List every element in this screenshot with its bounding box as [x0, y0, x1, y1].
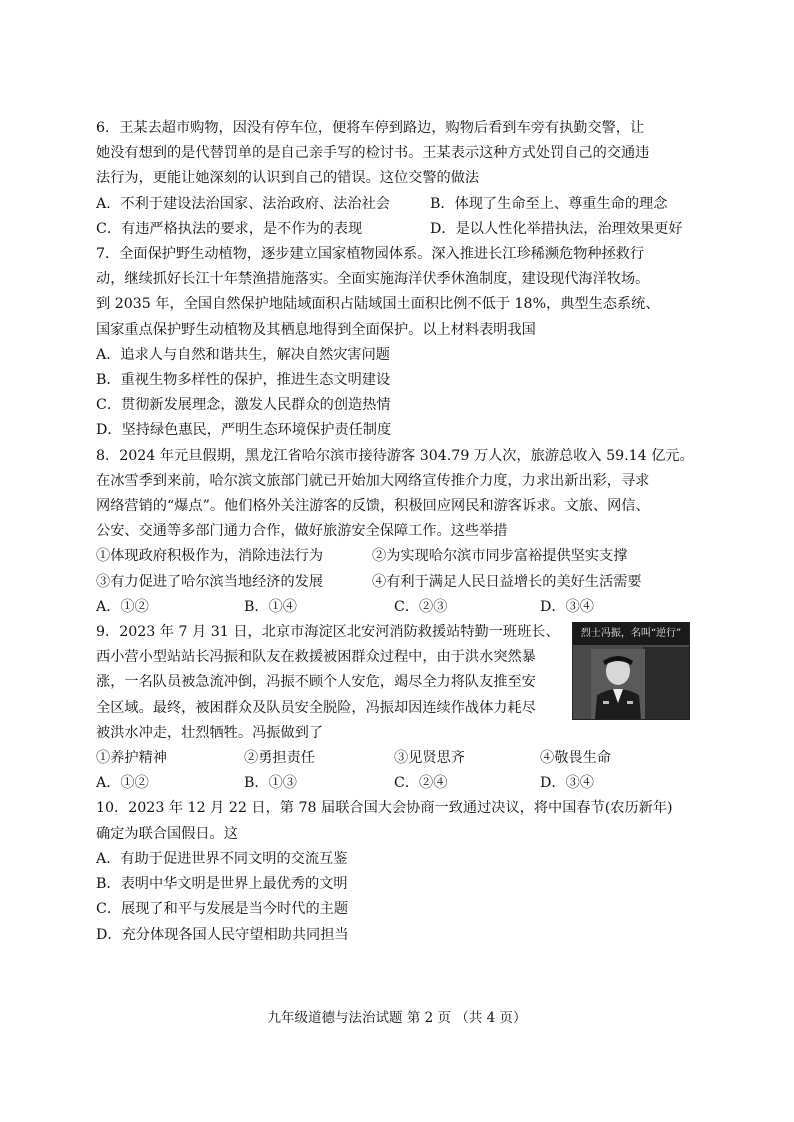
option-d[interactable]: D．是以人性化举措执法，治理效果更好: [430, 220, 683, 237]
question-stem-line: 网络营销的“爆点”。他们格外关注游客的反馈，积极回应网民和游客诉求。文旅、网信、: [96, 498, 650, 515]
question-stem-line: 西小营小型站站长冯振和队友在救援被困群众过程中，由于洪水突然暴: [96, 649, 536, 666]
portrait-figure-icon: [591, 649, 645, 719]
statement-4: ④有利于满足人民日益增长的美好生活需要: [372, 573, 642, 590]
answer-c[interactable]: C．②③: [394, 598, 448, 615]
statement-row: [96, 544, 696, 569]
option-b[interactable]: B．重视生物多样性的保护，推进生态文明建设: [96, 372, 391, 389]
statement-1: ①养护精神: [96, 750, 167, 767]
option-b[interactable]: B．表明中华文明是世界上最优秀的文明: [96, 876, 348, 893]
question-8: [96, 444, 696, 620]
question-stem-line: 7．全面保护野生动植物，逐步建立国家植物园体系。深入推进长江珍稀濒危物种拯救行: [96, 246, 645, 263]
answer-a[interactable]: A．①②: [96, 775, 149, 792]
answer-row: [96, 595, 696, 620]
answer-b[interactable]: B．①④: [244, 598, 297, 615]
option-d[interactable]: D．充分体现各国人民守望相助共同担当: [96, 926, 349, 943]
question-stem-line: 确定为联合国假日。这: [96, 825, 238, 842]
question-stem-line: 全区域。最终，被困群众及队员安全脱险，冯振却因连续作战体力耗尽: [96, 699, 536, 716]
question-stem-line: 公安、交通等多部门通力合作，做好旅游安全保障工作。这些举措: [96, 523, 508, 540]
question-stem-line: 涨，一名队员被急流冲倒，冯振不顾个人安危，竭尽全力将队友推至安: [96, 674, 536, 691]
page-footer: 九年级道德与法治试题 第 2 页 （共 4 页）: [267, 1010, 527, 1026]
question-stem-line: 法行为，更能让她深刻的认识到自己的错误。这位交警的做法: [96, 170, 480, 187]
question-stem-line: 8．2024 年元旦假期，黑龙江省哈尔滨市接待游客 304.79 万人次，旅游总收入 59.14 亿元。: [96, 447, 694, 464]
answer-d[interactable]: D．③④: [540, 775, 594, 792]
option-row: [96, 217, 696, 242]
statement-2: ②勇担责任: [244, 750, 315, 767]
question-7: [96, 242, 696, 444]
option-b[interactable]: B．体现了生命至上、尊重生命的理念: [430, 195, 668, 212]
answer-d[interactable]: D．③④: [540, 598, 594, 615]
question-stem-line: 9．2023 年 7 月 31 日，北京市海淀区北安河消防救援站特勤一班班长、: [96, 624, 560, 641]
answer-b[interactable]: B．①③: [244, 775, 297, 792]
question-10: [96, 796, 696, 947]
question-stem-line: 她没有想到的是代替罚单的是自己亲手写的检讨书。王某表示这种方式处罚自己的交通违: [96, 145, 650, 162]
question-stem-line: 到 2035 年，全国自然保护地陆域面积占陆域国土面积比例不低于 18%，典型生态系统、: [96, 296, 660, 313]
question-stem-line: 10．2023 年 12 月 22 日，第 78 届联合国大会协商一致通过决议，将中国春节(农历新年): [96, 800, 673, 817]
answer-c[interactable]: C．②④: [394, 775, 448, 792]
option-a[interactable]: A．追求人与自然和谐共生，解决自然灾害问题: [96, 346, 390, 363]
question-stem-line: 国家重点保护野生动植物及其栖息地得到全面保护。以上材料表明我国: [96, 321, 536, 338]
question-stem-line: 动，继续抓好长江十年禁渔措施落实。全面实施海洋伏季休渔制度，建设现代海洋牧场。: [96, 271, 650, 288]
statement-2: ②为实现哈尔滨市同步富裕提供坚实支撑: [372, 548, 628, 565]
question-9-stem: [96, 620, 566, 746]
statement-4: ④敬畏生命: [540, 750, 611, 767]
option-c[interactable]: C．展现了和平与发展是当今时代的主题: [96, 901, 349, 918]
firefighter-photo: [572, 622, 690, 720]
statement-row: [96, 746, 696, 771]
question-9: [96, 620, 696, 796]
option-d[interactable]: D．坚持绿色惠民，严明生态环境保护责任制度: [96, 422, 392, 439]
option-row: [96, 192, 696, 217]
answer-a[interactable]: A．①②: [96, 598, 149, 615]
option-a[interactable]: A．有助于促进世界不同文明的交流互鉴: [96, 850, 348, 867]
question-stem-line: 被洪水冲走，壮烈牺牲。冯振做到了: [96, 724, 324, 741]
statement-row: [96, 570, 696, 595]
answer-row: [96, 771, 696, 796]
option-a[interactable]: A．不利于建设法治国家、法治政府、法治社会: [96, 195, 390, 212]
question-6: [96, 116, 696, 242]
option-c[interactable]: C．有违严格执法的要求，是不作为的表现: [96, 220, 363, 237]
photo-flag-background: [643, 647, 689, 719]
photo-caption: 烈士冯振，名叫“逆行”: [573, 623, 689, 645]
question-stem-line: 在冰雪季到来前，哈尔滨文旅部门就已开始加大网络宣传推介力度，力求出新出彩，寻求: [96, 472, 650, 489]
question-stem-line: 6．王某去超市购物，因没有停车位，便将车停到路边，购物后看到车旁有执勤交警，让: [96, 120, 645, 136]
exam-content: [96, 116, 696, 948]
option-c[interactable]: C．贯彻新发展理念，激发人民群众的创造热情: [96, 397, 391, 414]
statement-1: ①体现政府积极作为，消除违法行为: [96, 548, 324, 565]
statement-3: ③见贤思齐: [394, 750, 465, 767]
statement-3: ③有力促进了哈尔滨当地经济的发展: [96, 573, 324, 590]
